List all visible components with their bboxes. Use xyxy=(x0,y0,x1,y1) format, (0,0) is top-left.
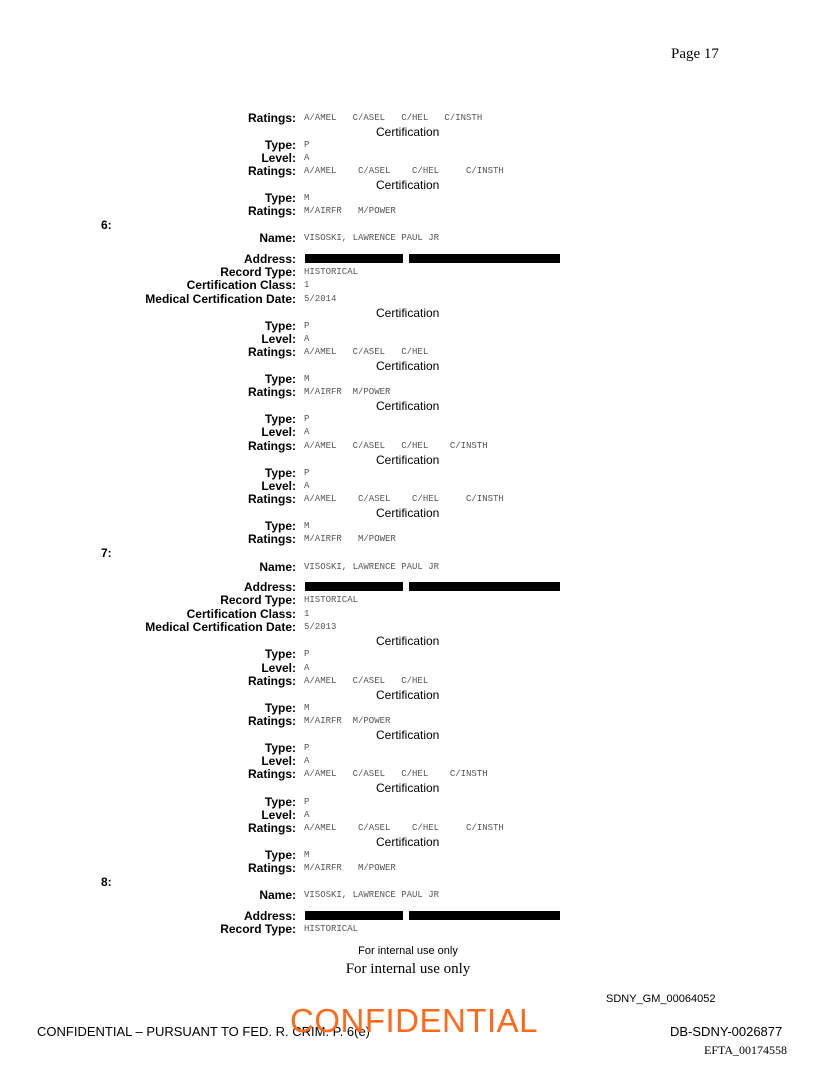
name-label: Name: xyxy=(259,560,296,574)
level-label: Level: xyxy=(261,332,296,346)
ratings-label: Ratings: xyxy=(248,532,296,546)
certification-heading: Certification xyxy=(376,399,440,413)
ratings-label: Ratings: xyxy=(248,345,296,359)
name-value: VISOSKI, LAWRENCE PAUL JR xyxy=(304,890,440,900)
redaction-bar xyxy=(409,911,560,920)
ratings-value: M/AIRFR M/POWER xyxy=(304,387,391,397)
type-label: Type: xyxy=(264,191,296,205)
ratings-label: Ratings: xyxy=(248,714,296,728)
ratings-value: A/AMEL C/ASEL C/HEL C/INSTH xyxy=(304,769,488,779)
ratings-value: A/AMEL C/ASEL C/HEL C/INSTH xyxy=(304,441,488,451)
address-label: Address: xyxy=(243,909,296,923)
efta-number: EFTA_00174558 xyxy=(704,1043,788,1057)
ratings-value: A/AMEL C/ASEL C/HEL C/INSTH xyxy=(304,113,483,123)
internal-use-notice-large: For internal use only xyxy=(345,961,471,977)
record-type-label: Record Type: xyxy=(220,593,296,607)
type-label: Type: xyxy=(264,138,296,152)
name-value: VISOSKI, LAWRENCE PAUL JR xyxy=(304,233,440,243)
type-label: Type: xyxy=(264,701,296,715)
type-value: M xyxy=(304,703,310,713)
ratings-value: A/AMEL C/ASEL C/HEL C/INSTH xyxy=(304,823,504,833)
type-label: Type: xyxy=(264,412,296,426)
ratings-label: Ratings: xyxy=(248,111,296,125)
name-value: VISOSKI, LAWRENCE PAUL JR xyxy=(304,562,440,572)
level-value: A xyxy=(304,756,310,766)
type-label: Type: xyxy=(264,741,296,755)
bates-number: SDNY_GM_00064052 xyxy=(606,993,716,1005)
record-type-label: Record Type: xyxy=(220,265,296,279)
ratings-value: A/AMEL C/ASEL C/HEL C/INSTH xyxy=(304,166,504,176)
name-label: Name: xyxy=(259,231,296,245)
internal-use-notice: For internal use only xyxy=(358,945,458,957)
ratings-label: Ratings: xyxy=(248,821,296,835)
ratings-value: M/AIRFR M/POWER xyxy=(304,534,396,544)
type-label: Type: xyxy=(264,795,296,809)
level-value: A xyxy=(304,810,310,820)
type-label: Type: xyxy=(264,647,296,661)
certification-heading: Certification xyxy=(376,453,440,467)
ratings-label: Ratings: xyxy=(248,674,296,688)
type-value: P xyxy=(304,797,310,807)
level-label: Level: xyxy=(261,479,296,493)
ratings-label: Ratings: xyxy=(248,164,296,178)
cert-class-value: 1 xyxy=(304,280,310,290)
ratings-value: M/AIRFR M/POWER xyxy=(304,206,396,216)
type-label: Type: xyxy=(264,466,296,480)
type-label: Type: xyxy=(264,519,296,533)
level-value: A xyxy=(304,481,310,491)
type-value: M xyxy=(304,193,310,203)
type-value: P xyxy=(304,140,310,150)
ratings-label: Ratings: xyxy=(248,385,296,399)
redaction-bar xyxy=(305,911,403,920)
ratings-value: A/AMEL C/ASEL C/HEL C/INSTH xyxy=(304,494,504,504)
type-value: P xyxy=(304,649,310,659)
ratings-label: Ratings: xyxy=(248,492,296,506)
certification-heading: Certification xyxy=(376,178,440,192)
type-value: P xyxy=(304,414,310,424)
certification-heading: Certification xyxy=(376,835,440,849)
address-label: Address: xyxy=(243,580,296,594)
record-type-value: HISTORICAL xyxy=(304,924,359,934)
page-number: Page 17 xyxy=(671,46,719,62)
ratings-value: M/AIRFR M/POWER xyxy=(304,716,391,726)
level-value: A xyxy=(304,153,310,163)
level-label: Level: xyxy=(261,151,296,165)
name-label: Name: xyxy=(259,888,296,902)
level-value: A xyxy=(304,663,310,673)
type-value: P xyxy=(304,468,310,478)
type-value: M xyxy=(304,374,310,384)
record-number: 8: xyxy=(101,875,112,889)
level-value: A xyxy=(304,334,310,344)
record-type-label: Record Type: xyxy=(220,922,296,936)
record-type-value: HISTORICAL xyxy=(304,595,359,605)
ratings-value: M/AIRFR M/POWER xyxy=(304,863,396,873)
ratings-label: Ratings: xyxy=(248,861,296,875)
ratings-value: A/AMEL C/ASEL C/HEL xyxy=(304,347,429,357)
certification-heading: Certification xyxy=(376,634,440,648)
med-date-label: Medical Certification Date: xyxy=(145,620,296,634)
level-label: Level: xyxy=(261,754,296,768)
cert-class-value: 1 xyxy=(304,609,310,619)
certification-heading: Certification xyxy=(376,506,440,520)
certification-heading: Certification xyxy=(376,125,440,139)
redaction-bar xyxy=(409,254,560,263)
certification-heading: Certification xyxy=(376,781,440,795)
cert-class-label: Certification Class: xyxy=(186,607,296,621)
type-value: M xyxy=(304,521,310,531)
ratings-label: Ratings: xyxy=(248,204,296,218)
certification-heading: Certification xyxy=(376,688,440,702)
type-label: Type: xyxy=(264,319,296,333)
type-value: P xyxy=(304,321,310,331)
certification-heading: Certification xyxy=(376,359,440,373)
level-label: Level: xyxy=(261,808,296,822)
record-number: 7: xyxy=(101,546,112,560)
ratings-label: Ratings: xyxy=(248,767,296,781)
redaction-bar xyxy=(305,254,403,263)
confidentiality-notice: CONFIDENTIAL – PURSUANT TO FED. R. CRIM. P. 6(e) xyxy=(37,1024,371,1039)
level-value: A xyxy=(304,427,310,437)
med-date-value: 5/2013 xyxy=(304,622,337,632)
type-label: Type: xyxy=(264,372,296,386)
level-label: Level: xyxy=(261,661,296,675)
record-type-value: HISTORICAL xyxy=(304,267,359,277)
certification-heading: Certification xyxy=(376,306,440,320)
type-label: Type: xyxy=(264,848,296,862)
med-date-value: 5/2014 xyxy=(304,294,337,304)
redaction-bar xyxy=(409,582,560,591)
record-number: 6: xyxy=(101,218,112,232)
certification-heading: Certification xyxy=(376,728,440,742)
med-date-label: Medical Certification Date: xyxy=(145,292,296,306)
ratings-value: A/AMEL C/ASEL C/HEL xyxy=(304,676,429,686)
type-value: M xyxy=(304,850,310,860)
confidential-stamp: CONFIDENTIAL xyxy=(290,1002,539,1039)
type-value: P xyxy=(304,743,310,753)
document-number: DB-SDNY-0026877 xyxy=(670,1024,783,1039)
redaction-bar xyxy=(305,582,403,591)
level-label: Level: xyxy=(261,425,296,439)
ratings-label: Ratings: xyxy=(248,439,296,453)
cert-class-label: Certification Class: xyxy=(186,278,296,292)
address-label: Address: xyxy=(243,252,296,266)
